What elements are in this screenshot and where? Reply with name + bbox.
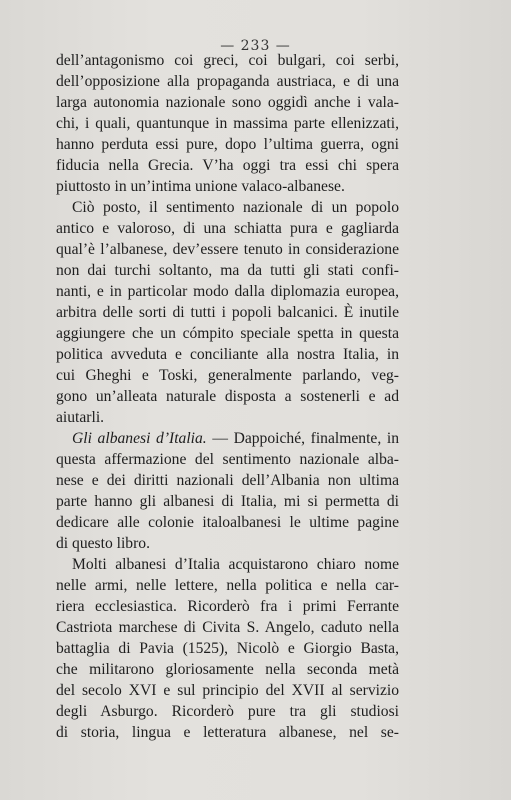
text-line: dedicare alle colonie italoalbanesi le ultime pagine: [56, 514, 399, 531]
text-line: Ciò posto, il sentimento nazionale di un popolo: [72, 199, 399, 216]
text-line: aiutarli.: [56, 409, 105, 426]
text-line: non dai turchi soltanto, ma da tutti gli stati confi-: [56, 262, 399, 279]
text-line: questa affermazione del sentimento nazionale alba-: [56, 451, 399, 468]
text-line: qual’è l’albanese, dev’essere tenuto in considerazione: [56, 241, 399, 258]
text-line: degli Asburgo. Ricorderò pure tra gli studiosi: [56, 703, 399, 720]
text-line: antico e valoroso, di una schiatta pura e gagliarda: [56, 220, 399, 237]
page-number: — 233 —: [220, 38, 291, 54]
section-heading-line: [56, 428, 399, 449]
text-line: politica avveduta e conciliante alla nostra Italia, in: [56, 346, 399, 363]
text-line: dell’opposizione alla propaganda austriaca, e di una: [56, 73, 399, 90]
text-line: nelle armi, nelle lettere, nella politica e nella car-: [56, 577, 399, 594]
text-line: che militarono gloriosamente nella seconda metà: [56, 661, 399, 678]
text-line: arbitra delle sorti di tutti i popoli balcanici. È inutile: [56, 304, 399, 321]
text-line: Molti albanesi d’Italia acquistarono chiaro nome: [72, 556, 399, 573]
text-line: Castriota marchese di Civita S. Angelo, caduto nella: [56, 619, 399, 636]
text-line: chi, i quali, quantunque in massima parte ellenizzati,: [56, 115, 399, 132]
text-line: gono un’alleata naturale disposta a sostenerli e ad: [56, 388, 399, 405]
text-line: nanti, e in particolar modo dalla diplomazia europea,: [56, 283, 399, 300]
section-heading: Gli albanesi d’Italia.: [72, 430, 207, 447]
text-line: hanno perduta essi pure, dopo l’ultima guerra, ogni: [56, 136, 399, 153]
text-line: aggiungere che un cómpito speciale spetta in questa: [56, 325, 399, 342]
text-line: cui Gheghi e Toski, generalmente parlando, veg-: [56, 367, 399, 384]
body-text: [56, 50, 399, 743]
text-line: nese e dei diritti nazionali dell’Albania non ultima: [56, 472, 399, 489]
text-line: fiducia nella Grecia. V’ha oggi tra essi chi spera: [56, 157, 399, 174]
text-line: riera ecclesiastica. Ricorderò fra i primi Ferrante: [56, 598, 399, 615]
text-line: larga autonomia nazionale sono oggidì anche i vala-: [56, 94, 399, 111]
text-line: dell’antagonismo coi greci, coi bulgari, coi serbi,: [56, 52, 399, 69]
text-line: del secolo XVI e sul principio del XVII al servizio: [56, 682, 399, 699]
text-line: — Dappoiché, finalmente, in: [206, 430, 399, 447]
text-line: parte hanno gli albanesi di Italia, mi si permetta di: [56, 493, 399, 510]
text-line: battaglia di Pavia (1525), Nicolò e Giorgio Basta,: [56, 640, 399, 657]
text-line: di questo libro.: [56, 535, 150, 552]
text-line: di storia, lingua e letteratura albanese, nel se-: [56, 724, 399, 741]
text-line: piuttosto in un’intima unione valaco-albanese.: [56, 178, 345, 195]
